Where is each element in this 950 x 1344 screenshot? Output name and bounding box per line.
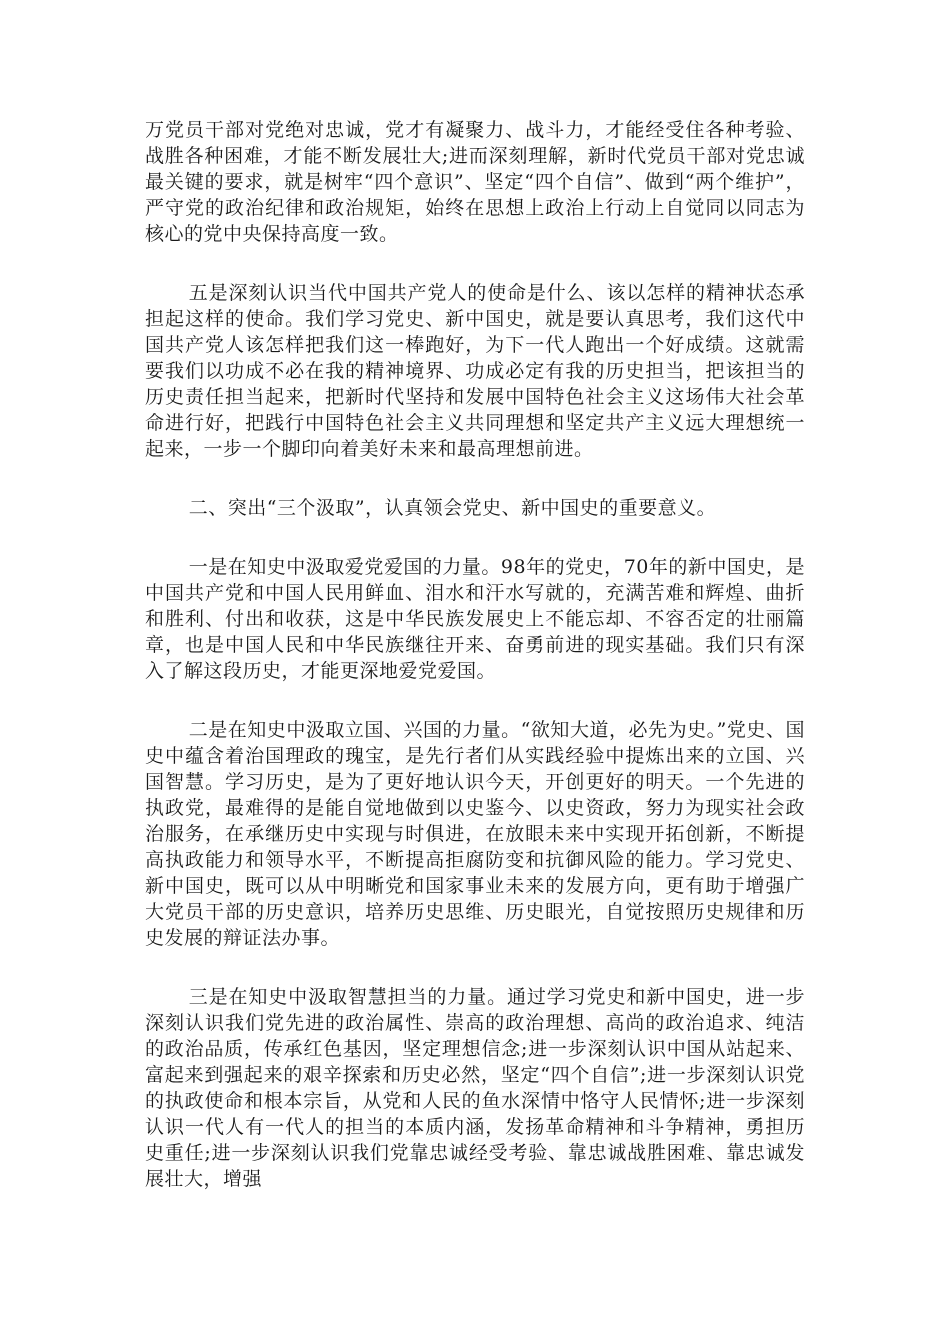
section-heading-two: 二、突出“三个汲取”，认真领会党史、新中国史的重要意义。 bbox=[188, 497, 717, 519]
paragraph-two: 二是在知史中汲取立国、兴国的力量。“欲知大道，必先为史。”党史、国史中蕴含着治国理政的瑰宝，是先行者们从实践经验中提炼出来的立国、兴国智慧。学习历史，是为了更好地认识今天，开创更好的明天。一个先进的执政党，最难得的是能自觉地做到以史鉴今、以史资政，努力为现实社会政治服务，在承继历史中实现与时俱进，在放眼未来中实现开拓创新，不断提高执政能力和领导水平，不断提高拒腐防变和抗御风险的能力。学习党史、新中国史，既可以从中明晰党和国家事业未来的发展方向，更有助于增强广大党员干部的历史意识，培养历史思维、历史眼光，自觉按照历史规律和历史发展的辩证法办事。 bbox=[145, 719, 805, 949]
paragraph-continuation: 万党员干部对党绝对忠诚，党才有凝聚力、战斗力，才能经受住各种考验、战胜各种困难，才能不断发展壮大;进而深刻理解，新时代党员干部对党忠诚最关键的要求，就是树牢“四个意识”、坚定“四个自信”、做到“两个维护”，严守党的政治纪律和政治规矩，始终在思想上政治上行动上自觉同以同志为核心的党中央保持高度一致。 bbox=[145, 119, 805, 245]
paragraph-one: 一是在知史中汲取爱党爱国的力量。98年的党史，70年的新中国史，是中国共产党和中国人民用鲜血、泪水和汗水写就的，充满苦难和辉煌、曲折和胜利、付出和收获，这是中华民族发展史上不能忘却、不容否定的壮丽篇章，也是中国人民和中华民族继往开来、奋勇前进的现实基础。我们只有深入了解这段历史，才能更深地爱党爱国。 bbox=[145, 556, 805, 682]
paragraph-five: 五是深刻认识当代中国共产党人的使命是什么、该以怎样的精神状态承担起这样的使命。我们学习党史、新中国史，就是要认真思考，我们这代中国共产党人该怎样把我们这一棒跑好，为下一代人跑出一个好成绩。这就需要我们以功成不必在我的精神境界、功成必定有我的历史担当，把该担当的历史责任担当起来，把新时代坚持和发展中国特色社会主义这场伟大社会革命进行好，把践行中国特色社会主义共同理想和坚定共产主义远大理想统一起来，一步一个脚印向着美好未来和最高理想前进。 bbox=[145, 282, 805, 460]
document-page bbox=[145, 117, 805, 1225]
paragraph-three: 三是在知史中汲取智慧担当的力量。通过学习党史和新中国史，进一步深刻认识我们党先进的政治属性、崇高的政治理想、高尚的政治追求、纯洁的政治品质，传承红色基因，坚定理想信念;进一步深刻认识中国从站起来、富起来到强起来的艰辛探索和历史必然，坚定“四个自信”;进一步深刻认识党的执政使命和根本宗旨，从党和人民的鱼水深情中恪守人民情怀;进一步深刻认识一代人有一代人的担当的本质内涵，发扬革命精神和斗争精神，勇担历史重任;进一步深刻认识我们党靠忠诚经受考验、靠忠诚战胜困难、靠忠诚发展壮大，增强 bbox=[145, 986, 805, 1190]
